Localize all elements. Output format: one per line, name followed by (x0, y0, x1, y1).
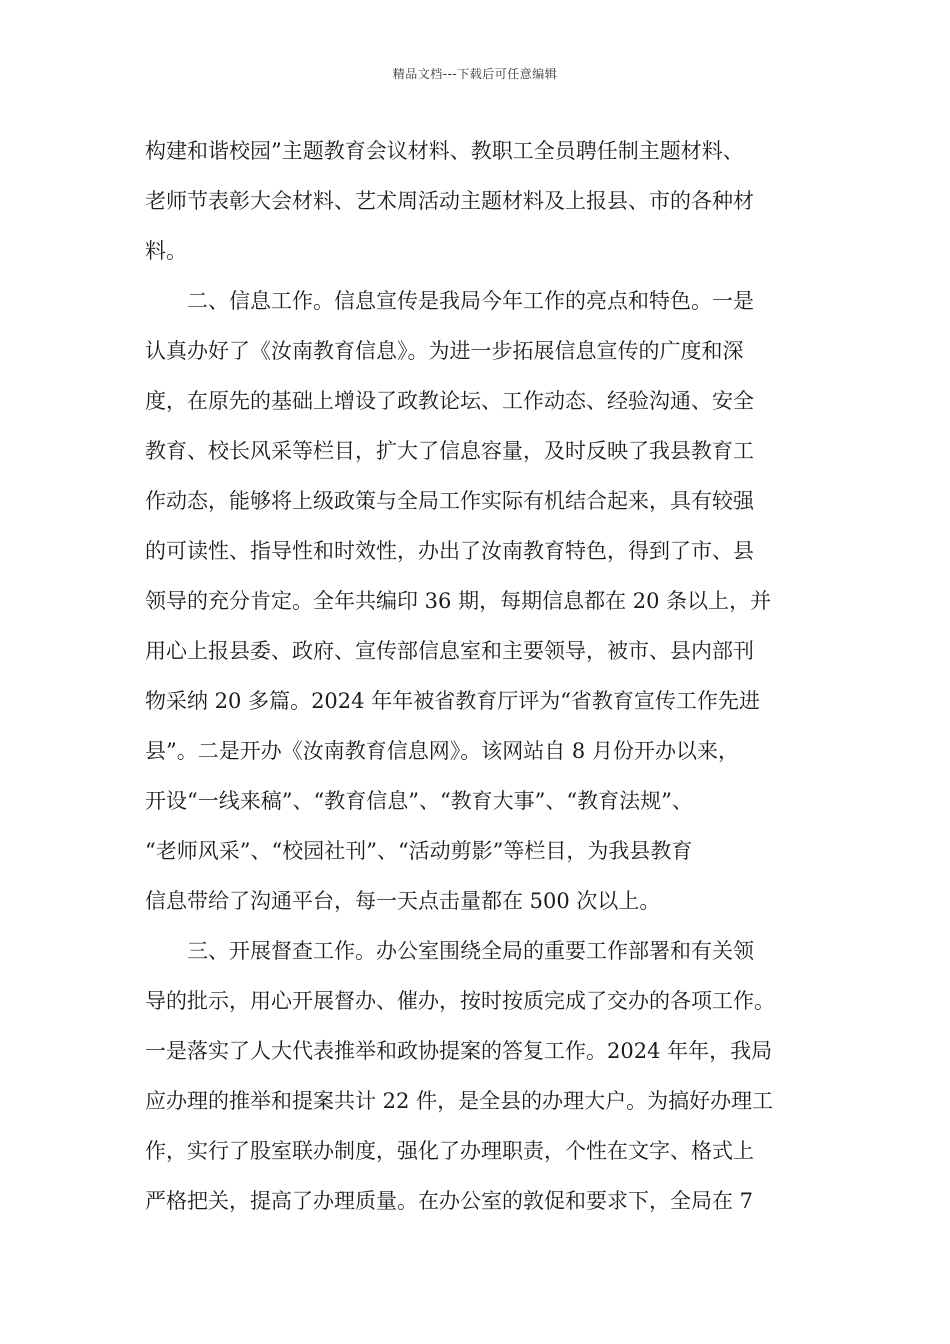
text-line: 度，在原先的基础上增设了政教论坛、工作动态、经验沟通、安全 (145, 389, 754, 413)
text-line: 作动态，能够将上级政策与全局工作实际有机结合起来，具有较强 (145, 489, 754, 513)
text-line: 县”。二是开办《汝南教育信息网》。该网站自 8 月份开办以来， (145, 739, 739, 763)
text-line: 教育、校长风采等栏目，扩大了信息容量，及时反映了我县教育工 (145, 439, 754, 463)
text-line: 作，实行了股室联办制度，强化了办理职责，个性在文字、格式上 (145, 1139, 754, 1163)
text-line: 二、信息工作。信息宣传是我局今年工作的亮点和特色。一是 (145, 289, 754, 313)
paragraph-1 (145, 126, 835, 276)
text-line: 严格把关，提高了办理质量。在办公室的敦促和要求下，全局在 7 (145, 1189, 754, 1213)
text-line: 老师节表彰大会材料、艺术周活动主题材料及上报县、市的各种材 (145, 189, 754, 213)
text-line: 导的批示，用心开展督办、催办，按时按质完成了交办的各项工作。 (145, 989, 775, 1013)
text-line: 一是落实了人大代表推举和政协提案的答复工作。2024 年年，我局 (145, 1039, 773, 1063)
paragraph-2 (145, 276, 835, 926)
text-line: 物采纳 20 多篇。2024 年年被省教育厅评为“省教育宣传工作先进 (145, 689, 760, 713)
text-line: 三、开展督查工作。办公室围绕全局的重要工作部署和有关领 (145, 939, 754, 963)
document-body (145, 126, 835, 1226)
text-line: “老师风采”、“校园社刊”、“活动剪影”等栏目，为我县教育 (145, 839, 693, 863)
text-line: 开设“一线来稿”、“教育信息”、“教育大事”、“教育法规”、 (145, 789, 693, 813)
text-line: 构建和谐校园”主题教育会议材料、教职工全员聘任制主题材料、 (145, 139, 744, 163)
page-header: 精品文档---下载后可任意编辑 (392, 67, 558, 81)
text-line: 应办理的推举和提案共计 22 件，是全县的办理大户。为搞好办理工 (145, 1089, 774, 1113)
text-line: 的可读性、指导性和时效性，办出了汝南教育特色，得到了市、县 (145, 539, 754, 563)
text-line: 领导的充分肯定。全年共编印 36 期，每期信息都在 20 条以上，并 (145, 589, 772, 613)
text-line: 料。 (145, 239, 187, 263)
text-line: 认真办好了《汝南教育信息》。为进一步拓展信息宣传的广度和深 (145, 339, 744, 363)
text-line: 用心上报县委、政府、宣传部信息室和主要领导，被市、县内部刊 (145, 639, 754, 663)
text-line: 信息带给了沟通平台，每一天点击量都在 500 次以上。 (145, 889, 661, 913)
paragraph-3 (145, 926, 835, 1226)
